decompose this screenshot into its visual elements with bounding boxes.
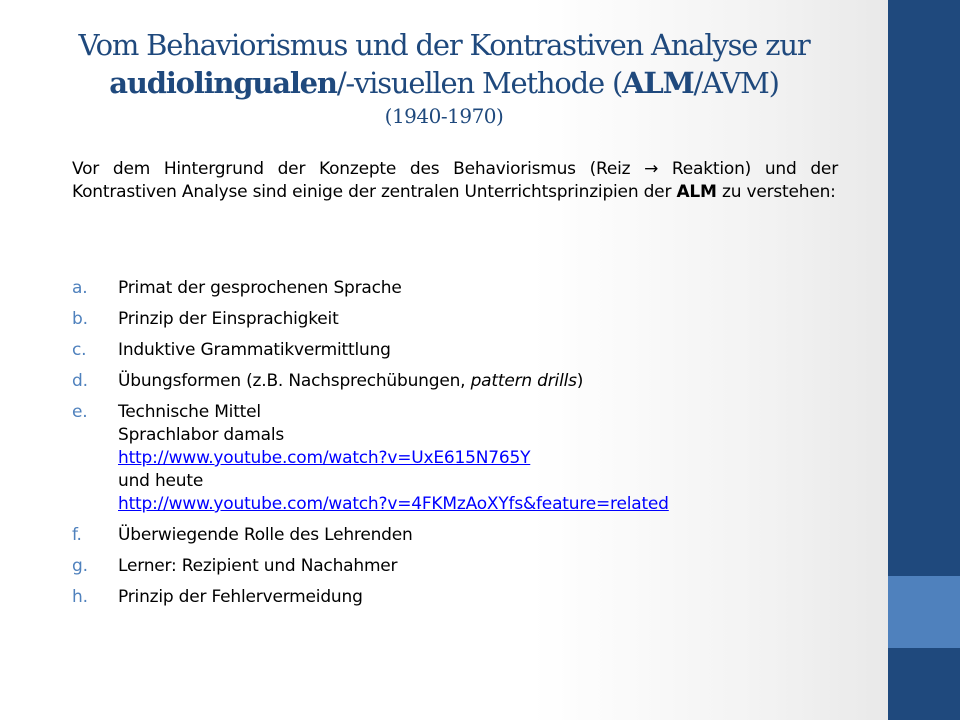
list-item-text: Primat der gesprochenen Sprache (118, 278, 402, 298)
list-item (72, 555, 842, 578)
list-marker: a. (72, 278, 88, 298)
title-dates: (1940-1970) (384, 104, 504, 128)
list-item-text: Überwiegende Rolle des Lehrenden (118, 525, 413, 545)
principles-list (72, 277, 842, 609)
list-marker: f. (72, 525, 82, 545)
sidebar-bar-middle (888, 576, 960, 648)
list-marker: c. (72, 340, 87, 360)
list-marker: g. (72, 556, 88, 576)
list-item (72, 401, 842, 516)
list-marker: d. (72, 371, 88, 391)
list-item-subline: Sprachlabor damals (118, 425, 285, 445)
list-item (72, 277, 842, 300)
list-marker: e. (72, 402, 88, 422)
youtube-link-sprachlabor[interactable]: http://www.youtube.com/watch?v=UxE615N765Y (118, 448, 531, 468)
list-item-text: Technische Mittel (118, 402, 261, 422)
intro-bold-alm: ALM (676, 182, 717, 202)
list-item-text: Übungsformen (z.B. Nachsprechübungen, (118, 371, 471, 391)
list-item-text: Induktive Grammatikvermittlung (118, 340, 391, 360)
slide-title (40, 26, 848, 130)
list-item-text: Prinzip der Fehlervermeidung (118, 587, 363, 607)
title-text: Vom Behaviorismus und der Kontrastiven Analyse zur (78, 28, 810, 62)
list-item-text: ) (576, 371, 584, 391)
list-item-text: Prinzip der Einsprachigkeit (118, 309, 339, 329)
intro-text: Vor dem Hintergrund der Konzepte des Behaviorismus (Reiz → Reaktion) und der Kontrastiven Analyse sind einige der zentralen Unterrichtsprinzipien der (72, 159, 838, 202)
list-item (72, 370, 842, 393)
list-item-text: Lerner: Rezipient und Nachahmer (118, 556, 398, 576)
title-text: /AVM) (693, 66, 779, 100)
list-marker: h. (72, 587, 88, 607)
sidebar-bar-top (888, 0, 960, 576)
title-bold-audiolingualen: audiolingualen (109, 66, 337, 100)
list-item (72, 339, 842, 362)
list-marker: b. (72, 309, 88, 329)
list-item-subline: und heute (118, 471, 204, 491)
title-bold-alm: ALM (622, 66, 694, 100)
list-item (72, 524, 842, 547)
sidebar-bar-bottom (888, 648, 960, 720)
list-item (72, 308, 842, 331)
list-item-italic: pattern drills (470, 371, 577, 391)
youtube-link-heute[interactable]: http://www.youtube.com/watch?v=4FKMzAoXYfs&feature=related (118, 494, 669, 514)
list-item (72, 586, 842, 609)
intro-text: zu verstehen: (716, 182, 836, 202)
intro-paragraph (72, 158, 838, 204)
title-text: /-visuellen Methode ( (336, 66, 623, 100)
